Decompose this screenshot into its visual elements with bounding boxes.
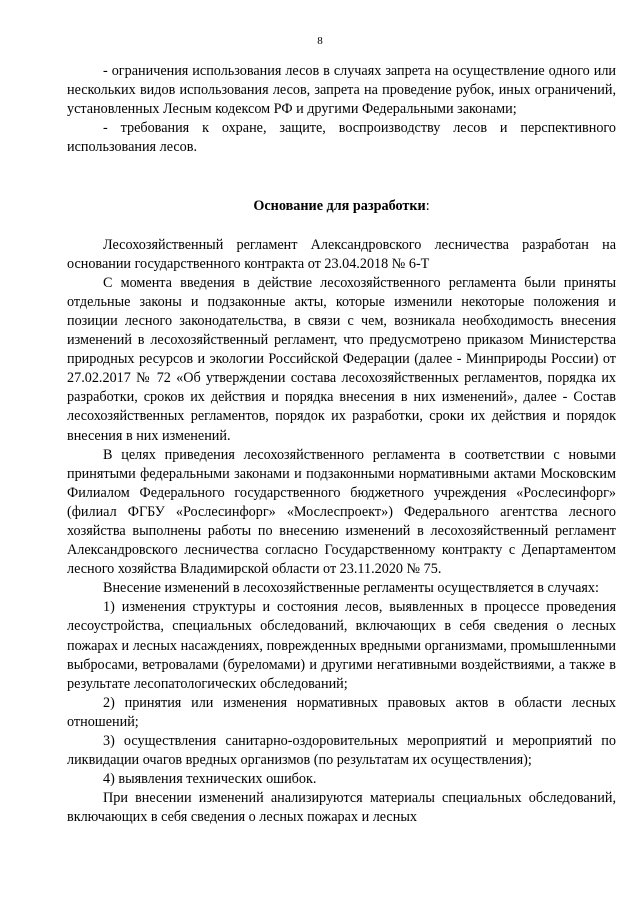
list-item: 1) изменения структуры и состояния лесов, выявленных в процессе проведения лесоустройства, специальных обследований, включающих в себя сведения о лесных пожарах и лесных насаждениях, поврежденных вредными организмами, промышленными выбросами, ветровалами (буреломами) и другими негативными воздействиями, а также в результате лесопатологических обследований; bbox=[67, 599, 616, 692]
body-paragraph: Внесение изменений в лесохозяйственные регламенты осуществляется в случаях: bbox=[103, 580, 599, 597]
page-content bbox=[67, 62, 616, 827]
section-heading-suffix: : bbox=[425, 198, 430, 215]
intro-paragraph: - ограничения использования лесов в случаях запрета на осуществление одного или нескольких видов использования лесов, запрета на проведение рубок, иных ограничений, установленных Лесным кодексом РФ и другими Федеральными законами; bbox=[67, 63, 616, 118]
list-item: 2) принятия или изменения нормативных правовых актов в области лесных отношений; bbox=[67, 694, 616, 730]
list-item: 4) выявления технических ошибок. bbox=[103, 771, 317, 788]
intro-paragraph: - требования к охране, защите, воспроизводству лесов и перспективного использования лесов. bbox=[67, 120, 616, 156]
list-item: 3) осуществления санитарно-оздоровительных мероприятий и мероприятий по ликвидации очагов вредных организмов (по результатам их осуществления); bbox=[67, 733, 616, 769]
body-paragraph: С момента введения в действие лесохозяйственного регламента были приняты отдельные законы и подзаконные акты, которые изменили некоторые положения и позиции лесного законодательства, в связи с чем, возникала необходимость внесения изменений в лесохозяйственный регламент, что предусмотрено приказом Министерства природных ресурсов и экологии Российской Федерации (далее - Минприроды России) от 27.02.2017 № 72 «Об утверждении состава лесохозяйственных регламентов, порядка их разработки, сроков их действия и порядка внесения в них изменений», далее - Состав лесохозяйственных регламентов, порядок их разработки, сроки их действия и порядок внесения в них изменений. bbox=[67, 274, 616, 444]
body-paragraph: В целях приведения лесохозяйственного регламента в соответствии с новыми принятыми федеральными законами и подзаконными нормативными актами Московским Филиалом Федерального государственного бюджетного учреждения «Рослесинфорг» (филиал ФГБУ «Рослесинфорг» «Мослеспроект») Федерального агентства лесного хозяйства выполнены работы по внесению изменений в лесохозяйственный регламент Александровского лесничества согласно Государственному контракту с Департаментом лесного хозяйства Владимирской области от 23.11.2020 № 75. bbox=[67, 446, 616, 578]
section-heading bbox=[67, 197, 616, 216]
body-paragraph: При внесении изменений анализируются материалы специальных обследований, включающих в себя сведения о лесных пожарах и лесных bbox=[67, 790, 616, 826]
section-heading-title: Основание для разработки bbox=[253, 198, 426, 215]
page-number: 8 bbox=[317, 35, 323, 47]
body-paragraph: Лесохозяйственный регламент Александровского лесничества разработан на основании государственного контракта от 23.04.2018 № 6-Т bbox=[67, 236, 616, 272]
